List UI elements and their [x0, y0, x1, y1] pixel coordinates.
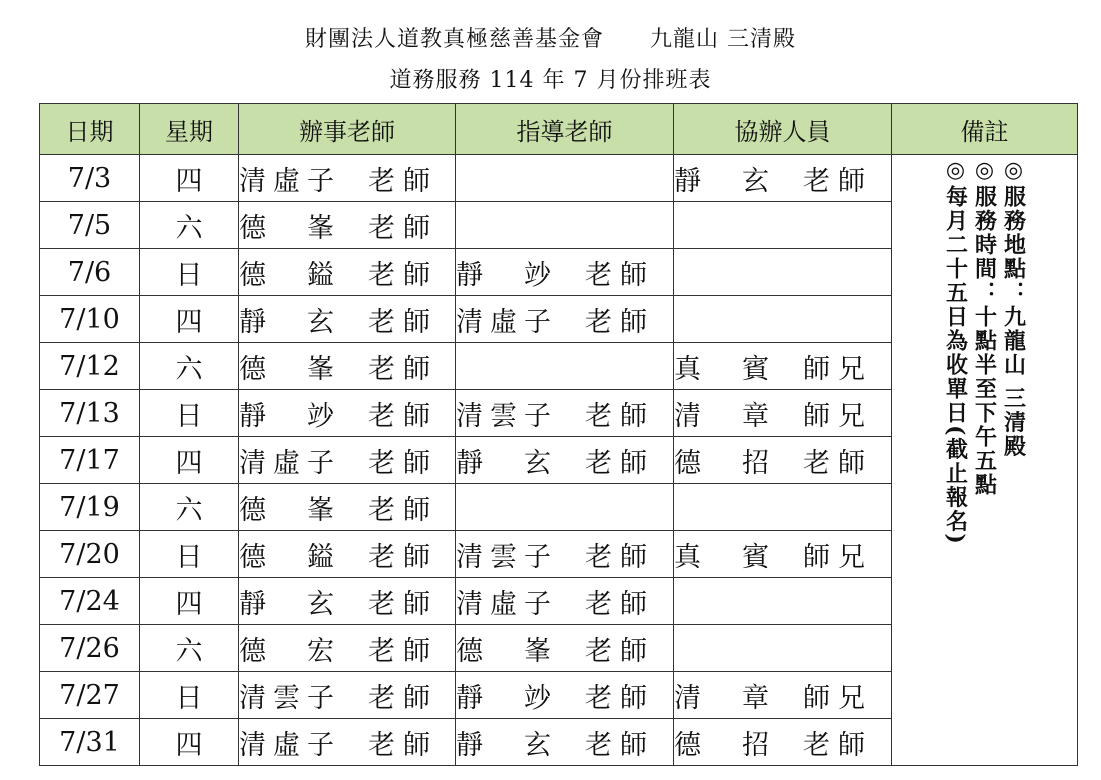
- title-char: 師: [620, 588, 647, 620]
- title-char: 老: [585, 306, 612, 338]
- officer-cell: [239, 437, 456, 484]
- person-title: [585, 394, 647, 433]
- name-char: 虛: [490, 588, 517, 620]
- assistant-cell: [674, 437, 892, 484]
- page-subtitle: 道務服務 114 年 7 月份排班表: [389, 68, 712, 93]
- name-char: 雲: [490, 400, 517, 432]
- guide-cell: [456, 531, 674, 578]
- person-name: [674, 676, 769, 715]
- name-char: 德: [239, 494, 266, 526]
- title-char: 師: [403, 306, 430, 338]
- title-char: 老: [368, 306, 395, 338]
- name-char: 靜: [456, 729, 483, 761]
- person-title: [368, 582, 430, 621]
- date-cell: 7/10: [40, 296, 140, 343]
- schedule-table: [39, 103, 1078, 766]
- column-header-weekday: 星期: [140, 104, 239, 155]
- date-cell: 7/6: [40, 249, 140, 296]
- person-name: [239, 488, 334, 527]
- title-char: 老: [368, 494, 395, 526]
- name-char: 清: [674, 682, 701, 714]
- title-char: 老: [803, 447, 830, 479]
- weekday-cell: 六: [140, 202, 239, 249]
- title-char: 師: [803, 541, 830, 573]
- title-char: 師: [403, 682, 430, 714]
- title-char: 師: [403, 212, 430, 244]
- title-char: 老: [585, 400, 612, 432]
- title-char: 老: [368, 635, 395, 667]
- name-char: 清: [239, 447, 266, 479]
- name-char: 子: [524, 541, 551, 573]
- date-cell: 7/3: [40, 155, 140, 202]
- person-title: [368, 676, 430, 715]
- officer-cell: [239, 249, 456, 296]
- weekday-cell: 四: [140, 719, 239, 766]
- title-char: 師: [620, 259, 647, 291]
- name-char: 真: [674, 353, 701, 385]
- name-char: 德: [674, 447, 701, 479]
- person-title: [585, 723, 647, 762]
- title-char: 師: [838, 447, 865, 479]
- column-header-date: 日期: [40, 104, 140, 155]
- title-char: 老: [368, 729, 395, 761]
- title-char: 老: [585, 541, 612, 573]
- person-title: [368, 253, 430, 292]
- column-header-officer: 辦事老師: [239, 104, 456, 155]
- person-name: [674, 441, 769, 480]
- name-char: 靜: [456, 447, 483, 479]
- assistant-cell: [674, 672, 892, 719]
- name-char: 竗: [524, 682, 551, 714]
- name-char: 子: [524, 588, 551, 620]
- name-char: 玄: [524, 729, 551, 761]
- title-char: 師: [403, 447, 430, 479]
- person-name: [674, 347, 769, 386]
- person-name: [239, 582, 334, 621]
- title-char: 老: [368, 165, 395, 197]
- name-char: 虛: [273, 165, 300, 197]
- person-title: [803, 159, 865, 198]
- guide-cell: [456, 437, 674, 484]
- name-char: 雲: [490, 541, 517, 573]
- name-char: 靜: [239, 306, 266, 338]
- weekday-cell: 六: [140, 625, 239, 672]
- name-char: 子: [524, 400, 551, 432]
- title-char: 師: [403, 541, 430, 573]
- guide-cell: [456, 155, 674, 202]
- person-name: [239, 159, 334, 198]
- title-char: 師: [620, 306, 647, 338]
- person-name: [456, 535, 551, 574]
- person-title: [585, 441, 647, 480]
- column-header-assistant: 協辦人員: [674, 104, 892, 155]
- officer-cell: [239, 202, 456, 249]
- person-title: [803, 394, 865, 433]
- title-char: 老: [585, 447, 612, 479]
- title-char: 老: [803, 165, 830, 197]
- column-header-guide: 指導老師: [456, 104, 674, 155]
- name-char: 德: [456, 635, 483, 667]
- person-name: [456, 441, 551, 480]
- person-name: [239, 441, 334, 480]
- person-title: [803, 676, 865, 715]
- table-row: [40, 155, 1078, 202]
- weekday-cell: 六: [140, 484, 239, 531]
- assistant-cell: [674, 296, 892, 343]
- person-name: [239, 300, 334, 339]
- person-name: [456, 629, 551, 668]
- date-cell: 7/27: [40, 672, 140, 719]
- title-char: 師: [620, 447, 647, 479]
- name-char: 竗: [307, 400, 334, 432]
- name-char: 德: [239, 212, 266, 244]
- person-title: [368, 488, 430, 527]
- name-char: 德: [674, 729, 701, 761]
- person-name: [456, 253, 551, 292]
- weekday-cell: 六: [140, 343, 239, 390]
- title-char: 老: [585, 729, 612, 761]
- name-char: 宏: [307, 635, 334, 667]
- assistant-cell: [674, 578, 892, 625]
- name-char: 清: [456, 541, 483, 573]
- title-char: 老: [803, 729, 830, 761]
- name-char: 靜: [456, 682, 483, 714]
- name-char: 章: [742, 400, 769, 432]
- guide-cell: [456, 296, 674, 343]
- person-title: [368, 441, 430, 480]
- guide-cell: [456, 249, 674, 296]
- assistant-cell: [674, 249, 892, 296]
- person-title: [803, 347, 865, 386]
- assistant-cell: [674, 202, 892, 249]
- date-cell: 7/13: [40, 390, 140, 437]
- person-name: [674, 159, 769, 198]
- name-char: 雲: [273, 682, 300, 714]
- assistant-cell: [674, 719, 892, 766]
- officer-cell: [239, 343, 456, 390]
- person-title: [803, 441, 865, 480]
- table-header-row: [40, 104, 1078, 155]
- name-char: 鎰: [307, 541, 334, 573]
- name-char: 清: [456, 588, 483, 620]
- name-char: 竗: [524, 259, 551, 291]
- title-char: 老: [585, 259, 612, 291]
- person-name: [239, 535, 334, 574]
- assistant-cell: [674, 155, 892, 202]
- title-char: 師: [403, 729, 430, 761]
- person-name: [239, 629, 334, 668]
- title-char: 老: [368, 541, 395, 573]
- person-name: [456, 582, 551, 621]
- title-char: 老: [368, 400, 395, 432]
- person-name: [239, 676, 334, 715]
- person-title: [585, 629, 647, 668]
- assistant-cell: [674, 343, 892, 390]
- officer-cell: [239, 531, 456, 578]
- guide-cell: [456, 390, 674, 437]
- name-char: 德: [239, 541, 266, 573]
- name-char: 靜: [239, 588, 266, 620]
- name-char: 峯: [307, 353, 334, 385]
- name-char: 清: [456, 400, 483, 432]
- title-char: 老: [368, 212, 395, 244]
- name-char: 德: [239, 635, 266, 667]
- assistant-cell: [674, 625, 892, 672]
- name-char: 子: [307, 682, 334, 714]
- person-title: [585, 300, 647, 339]
- weekday-cell: 四: [140, 437, 239, 484]
- title-char: 老: [585, 635, 612, 667]
- name-char: 玄: [307, 588, 334, 620]
- officer-cell: [239, 578, 456, 625]
- officer-cell: [239, 296, 456, 343]
- person-title: [368, 159, 430, 198]
- title-char: 師: [403, 400, 430, 432]
- name-char: 章: [742, 682, 769, 714]
- title-char: 師: [620, 400, 647, 432]
- schedule-body: [40, 155, 1078, 766]
- title-char: 兄: [838, 400, 865, 432]
- weekday-cell: 四: [140, 578, 239, 625]
- person-title: [585, 535, 647, 574]
- service-hours-note: ◎服務時間：十點半至下午五點: [971, 157, 998, 497]
- person-name: [456, 300, 551, 339]
- officer-cell: [239, 719, 456, 766]
- title-char: 老: [368, 588, 395, 620]
- name-char: 子: [307, 447, 334, 479]
- title-char: 師: [403, 588, 430, 620]
- name-char: 清: [674, 400, 701, 432]
- title-char: 兄: [838, 682, 865, 714]
- name-char: 清: [239, 682, 266, 714]
- page-title: 財團法人道教真極慈善基金會 九龍山 三清殿: [305, 27, 796, 52]
- person-title: [368, 300, 430, 339]
- person-title: [368, 394, 430, 433]
- weekday-cell: 日: [140, 390, 239, 437]
- person-name: [239, 723, 334, 762]
- weekday-cell: 四: [140, 296, 239, 343]
- guide-cell: [456, 202, 674, 249]
- date-cell: 7/24: [40, 578, 140, 625]
- name-char: 峯: [524, 635, 551, 667]
- weekday-cell: 日: [140, 672, 239, 719]
- guide-cell: [456, 578, 674, 625]
- date-cell: 7/19: [40, 484, 140, 531]
- person-name: [239, 206, 334, 245]
- title-char: 師: [803, 353, 830, 385]
- date-cell: 7/12: [40, 343, 140, 390]
- officer-cell: [239, 390, 456, 437]
- title-char: 師: [403, 353, 430, 385]
- name-char: 真: [674, 541, 701, 573]
- title-char: 師: [620, 729, 647, 761]
- title-char: 師: [403, 165, 430, 197]
- officer-cell: [239, 484, 456, 531]
- name-char: 子: [307, 165, 334, 197]
- person-name: [674, 723, 769, 762]
- assistant-cell: [674, 390, 892, 437]
- name-char: 德: [239, 259, 266, 291]
- name-char: 清: [239, 729, 266, 761]
- name-char: 虛: [273, 729, 300, 761]
- assistant-cell: [674, 484, 892, 531]
- person-title: [368, 206, 430, 245]
- name-char: 玄: [742, 165, 769, 197]
- name-char: 子: [307, 729, 334, 761]
- assistant-cell: [674, 531, 892, 578]
- guide-cell: [456, 625, 674, 672]
- name-char: 招: [742, 729, 769, 761]
- title-char: 兄: [838, 353, 865, 385]
- title-char: 師: [803, 400, 830, 432]
- title-char: 師: [620, 635, 647, 667]
- guide-cell: [456, 484, 674, 531]
- title-char: 師: [403, 635, 430, 667]
- remarks-notes: [892, 155, 1077, 546]
- person-title: [803, 535, 865, 574]
- title-char: 師: [620, 682, 647, 714]
- title-char: 老: [585, 682, 612, 714]
- column-header-remarks: 備註: [892, 104, 1078, 155]
- name-char: 子: [524, 306, 551, 338]
- weekday-cell: 四: [140, 155, 239, 202]
- title-char: 老: [368, 259, 395, 291]
- name-char: 玄: [524, 447, 551, 479]
- name-char: 賓: [742, 353, 769, 385]
- title-char: 師: [838, 729, 865, 761]
- deadline-note: ◎每月二十五日為收單日(截止報名): [942, 157, 969, 546]
- guide-cell: [456, 343, 674, 390]
- person-title: [368, 629, 430, 668]
- person-name: [239, 347, 334, 386]
- name-char: 德: [239, 353, 266, 385]
- officer-cell: [239, 625, 456, 672]
- title-char: 老: [585, 588, 612, 620]
- remarks-cell: [892, 155, 1078, 766]
- weekday-cell: 日: [140, 249, 239, 296]
- officer-cell: [239, 155, 456, 202]
- name-char: 虛: [490, 306, 517, 338]
- date-cell: 7/5: [40, 202, 140, 249]
- name-char: 清: [456, 306, 483, 338]
- person-title: [585, 253, 647, 292]
- date-cell: 7/31: [40, 719, 140, 766]
- person-name: [456, 676, 551, 715]
- person-name: [239, 253, 334, 292]
- title-char: 師: [620, 541, 647, 573]
- date-cell: 7/26: [40, 625, 140, 672]
- guide-cell: [456, 719, 674, 766]
- name-char: 清: [239, 165, 266, 197]
- name-char: 招: [742, 447, 769, 479]
- person-name: [456, 723, 551, 762]
- name-char: 靜: [674, 165, 701, 197]
- name-char: 鎰: [307, 259, 334, 291]
- name-char: 賓: [742, 541, 769, 573]
- title-char: 師: [403, 494, 430, 526]
- date-cell: 7/17: [40, 437, 140, 484]
- title-char: 老: [368, 353, 395, 385]
- weekday-cell: 日: [140, 531, 239, 578]
- person-title: [368, 535, 430, 574]
- person-title: [585, 582, 647, 621]
- officer-cell: [239, 672, 456, 719]
- person-name: [674, 535, 769, 574]
- title-char: 師: [803, 682, 830, 714]
- date-cell: 7/20: [40, 531, 140, 578]
- person-title: [585, 676, 647, 715]
- title-char: 師: [838, 165, 865, 197]
- service-location-note: ◎服務地點：九龍山 三清殿: [1000, 157, 1027, 459]
- title-char: 兄: [838, 541, 865, 573]
- title-char: 老: [368, 447, 395, 479]
- person-name: [674, 394, 769, 433]
- title-char: 老: [368, 682, 395, 714]
- person-name: [456, 394, 551, 433]
- person-title: [803, 723, 865, 762]
- name-char: 峯: [307, 494, 334, 526]
- name-char: 靜: [456, 259, 483, 291]
- person-title: [368, 723, 430, 762]
- name-char: 虛: [273, 447, 300, 479]
- name-char: 靜: [239, 400, 266, 432]
- person-name: [239, 394, 334, 433]
- guide-cell: [456, 672, 674, 719]
- title-char: 師: [403, 259, 430, 291]
- name-char: 玄: [307, 306, 334, 338]
- name-char: 峯: [307, 212, 334, 244]
- person-title: [368, 347, 430, 386]
